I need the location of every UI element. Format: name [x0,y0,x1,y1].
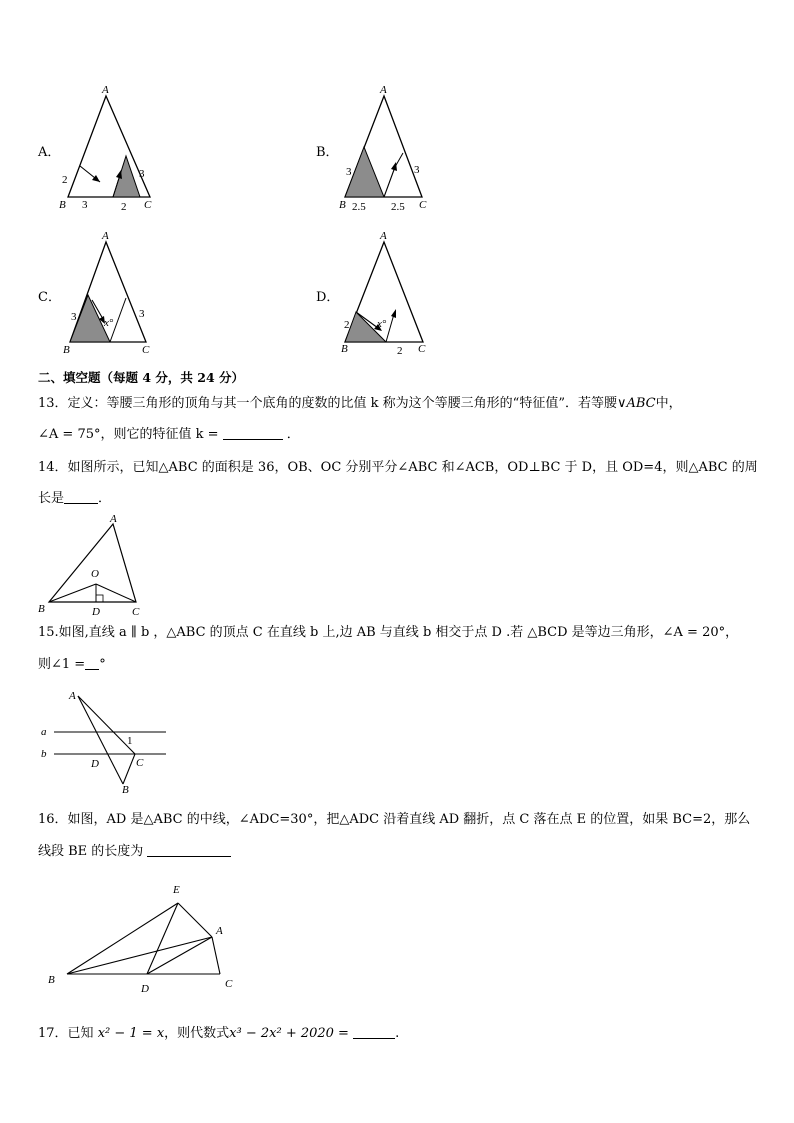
svg-text:C: C [418,343,426,355]
q14-line2: 长是 ． [38,491,112,506]
q15-figure [36,684,176,796]
svg-text:2.5: 2.5 [352,201,366,212]
svg-text:D: D [92,606,100,618]
svg-text:3: 3 [414,164,420,176]
svg-text:1: 1 [127,735,133,747]
q16-line1: 16．如图，AD 是△ABC 的中线，∠ADC=30°，把△ADC 沿着直线 AD 翻折，点 C 落在点 E 的位置，如果 BC=2，那么 [38,812,751,827]
svg-text:3: 3 [139,168,145,180]
q15-line2: 则∠1 = ° [38,657,106,672]
svg-text:B: B [38,603,45,615]
q13-answer-blank[interactable] [223,425,283,440]
svg-text:2: 2 [121,201,127,212]
svg-text:A: A [380,84,387,96]
section-title: 二、填空题（每题 4 分，共 24 分） [38,370,245,385]
svg-text:D: D [141,983,149,995]
option-b-label[interactable]: B． [316,145,339,160]
q13-line2: ∠A = 75°，则它的特征值 k = ． [38,427,300,442]
svg-text:3: 3 [346,166,352,178]
svg-text:x°: x° [377,318,387,330]
q14-line1: 14．如图所示，已知△ABC 的面积是 36，OB、OC 分别平分∠ABC 和∠ACB，OD⊥BC 于 D，且 OD=4，则△ABC 的周 [38,460,758,475]
q13-line1: 13．定义：等腰三角形的顶角与其一个底角的度数的比值 k 称为这个等腰三角形的“特征值”．若等腰∨ABC中， [38,396,682,411]
svg-text:C: C [142,344,150,356]
q17-answer-blank[interactable] [353,1024,395,1039]
option-b-figure [336,82,436,212]
q14-answer-blank[interactable] [64,489,98,504]
svg-text:C: C [144,199,152,211]
svg-text:A: A [216,925,223,937]
q17-line: 17．已知 x² − 1 = x，则代数式x³ − 2x² + 2020 = . [38,1026,400,1041]
svg-text:B: B [48,974,55,986]
svg-text:B: B [59,199,66,211]
svg-text:b: b [41,748,47,760]
svg-text:3: 3 [139,308,145,320]
q15-answer-blank[interactable] [85,655,99,670]
svg-text:C: C [136,757,144,769]
svg-text:A: A [110,513,117,525]
svg-text:2.5: 2.5 [391,201,405,212]
svg-text:A: A [102,84,109,96]
svg-text:3: 3 [71,311,77,323]
option-d-figure [336,228,436,358]
svg-text:2: 2 [344,319,350,331]
svg-text:B: B [122,784,129,796]
svg-text:3: 3 [82,199,88,211]
svg-text:a: a [41,726,47,738]
svg-text:D: D [91,758,99,770]
svg-text:C: C [225,978,233,990]
svg-text:B: B [339,199,346,211]
option-c-figure [56,228,156,358]
svg-text:C: C [419,199,427,211]
svg-text:2: 2 [397,345,403,357]
option-a-label[interactable]: A． [38,145,61,160]
svg-text:A: A [380,230,387,242]
svg-text:O: O [91,568,99,580]
svg-text:A: A [69,690,76,702]
svg-text:B: B [341,343,348,355]
svg-text:C: C [132,606,140,618]
q16-figure [40,876,250,996]
svg-text:E: E [173,884,180,896]
q16-line2: 线段 BE 的长度为 [38,842,231,862]
option-d-label[interactable]: D． [316,290,340,305]
q16-answer-blank[interactable] [147,842,231,857]
svg-text:x°: x° [104,317,114,329]
q14-figure [36,508,148,620]
option-c-label[interactable]: C． [38,290,61,305]
svg-text:B: B [63,344,70,356]
option-a-figure [56,82,156,212]
svg-text:A: A [102,230,109,242]
svg-text:2: 2 [62,174,68,186]
q15-line1: 15.如图,直线 a ∥ b ，△ABC 的顶点 C 在直线 b 上,边 AB 与直线 b 相交于点 D .若 △BCD 是等边三角形，∠A = 20°， [38,625,739,640]
